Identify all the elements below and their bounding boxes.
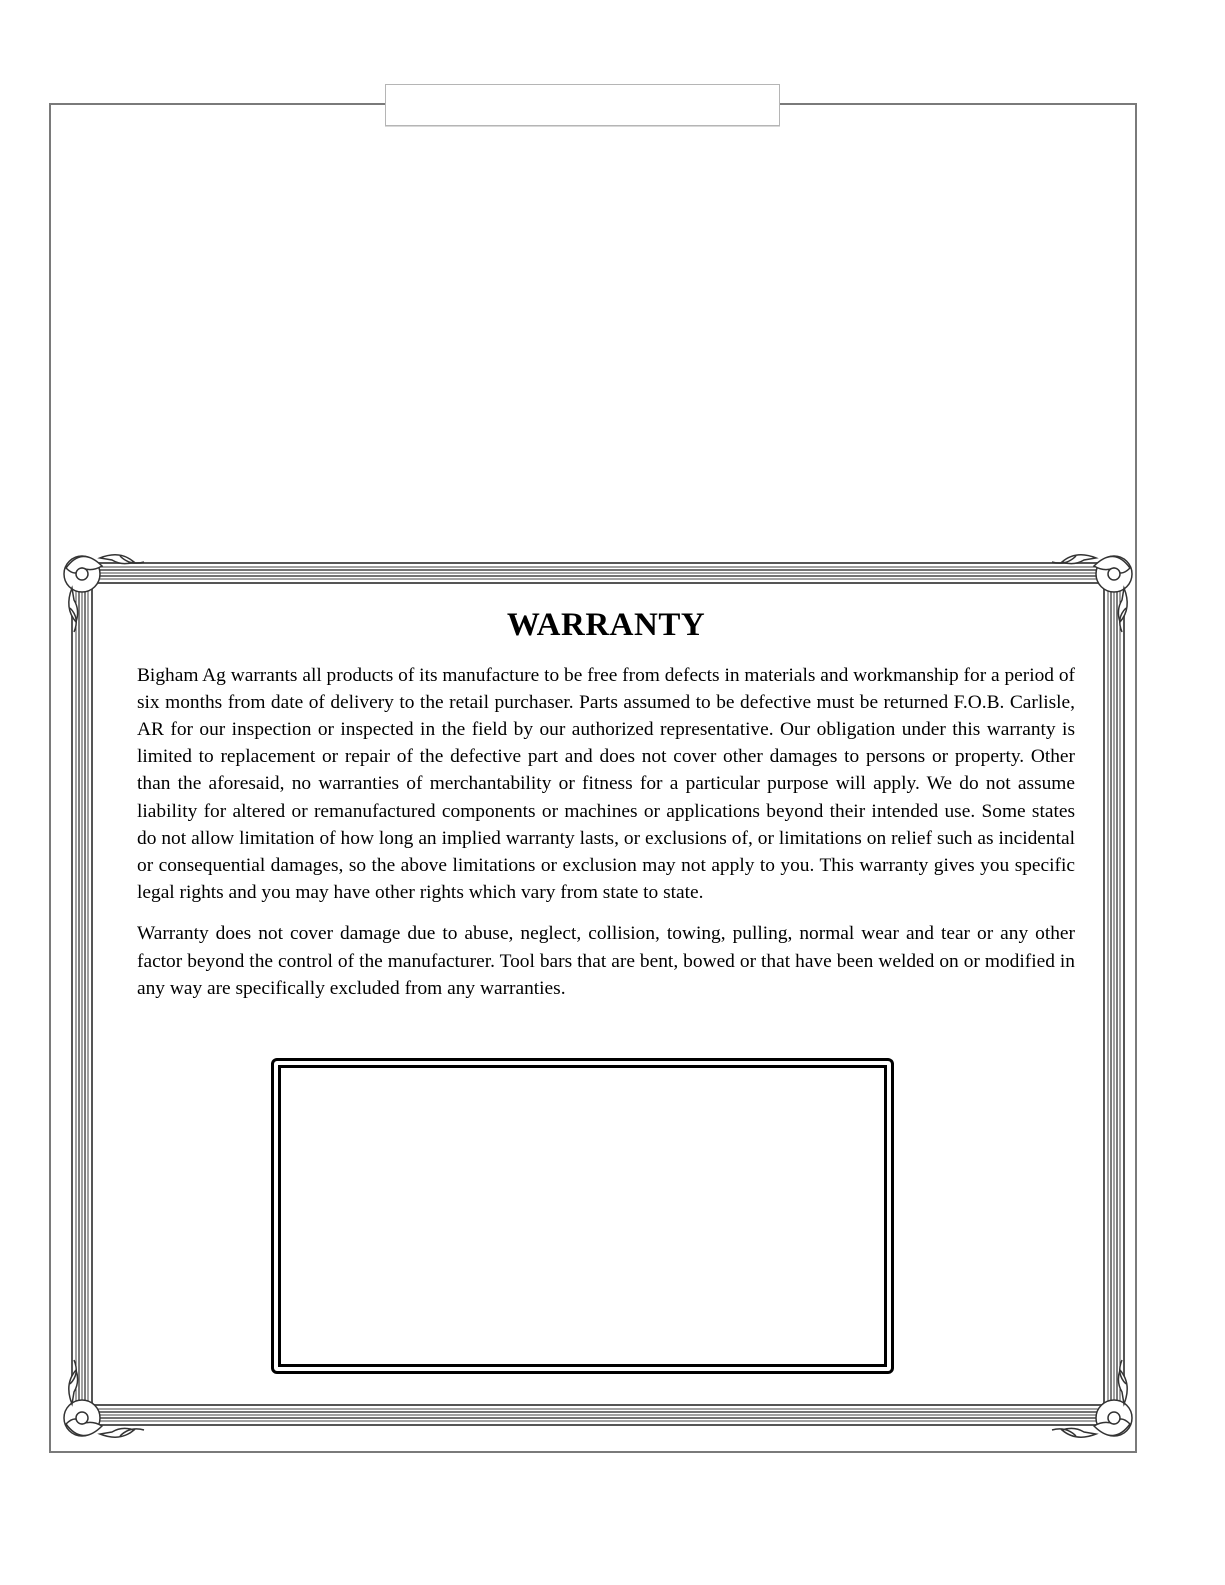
info-box bbox=[271, 1058, 894, 1374]
warranty-section bbox=[137, 606, 1075, 1016]
label-tab bbox=[385, 84, 780, 126]
info-box-inner-border bbox=[278, 1065, 887, 1367]
warranty-paragraph-1: Bigham Ag warrants all products of its manufacture to be free from defects in materials and workmanship for a period of six months from date of delivery to the retail purchaser. Parts assumed to be defective must be returned F.O.B. Carlisle, AR for our inspection or inspected in the field by our authorized representative. Our obligation under this warranty is limited to replacement or repair of the defective part and does not cover other damages to persons or property. Other than the aforesaid, no warranties of merchantability or fitness for a particular purpose will apply. We do not assume liability for altered or remanufactured components or machines or applications beyond their intended use. Some states do not allow limitation of how long an implied warranty lasts, or exclusions of, or limitations on relief such as incidental or consequential damages, so the above limitations or exclusion may not apply to you. This warranty gives you specific legal rights and you may have other rights which vary from state to state. bbox=[137, 664, 1075, 904]
warranty-paragraph-2: Warranty does not cover damage due to abuse, neglect, collision, towing, pulling, normal wear and tear or any other factor beyond the control of the manufacturer. Tool bars that are bent, bowed or that have been welded on or modified in any way are specifically excluded from any warranties. bbox=[137, 923, 1075, 999]
warranty-title: WARRANTY bbox=[506, 607, 706, 643]
